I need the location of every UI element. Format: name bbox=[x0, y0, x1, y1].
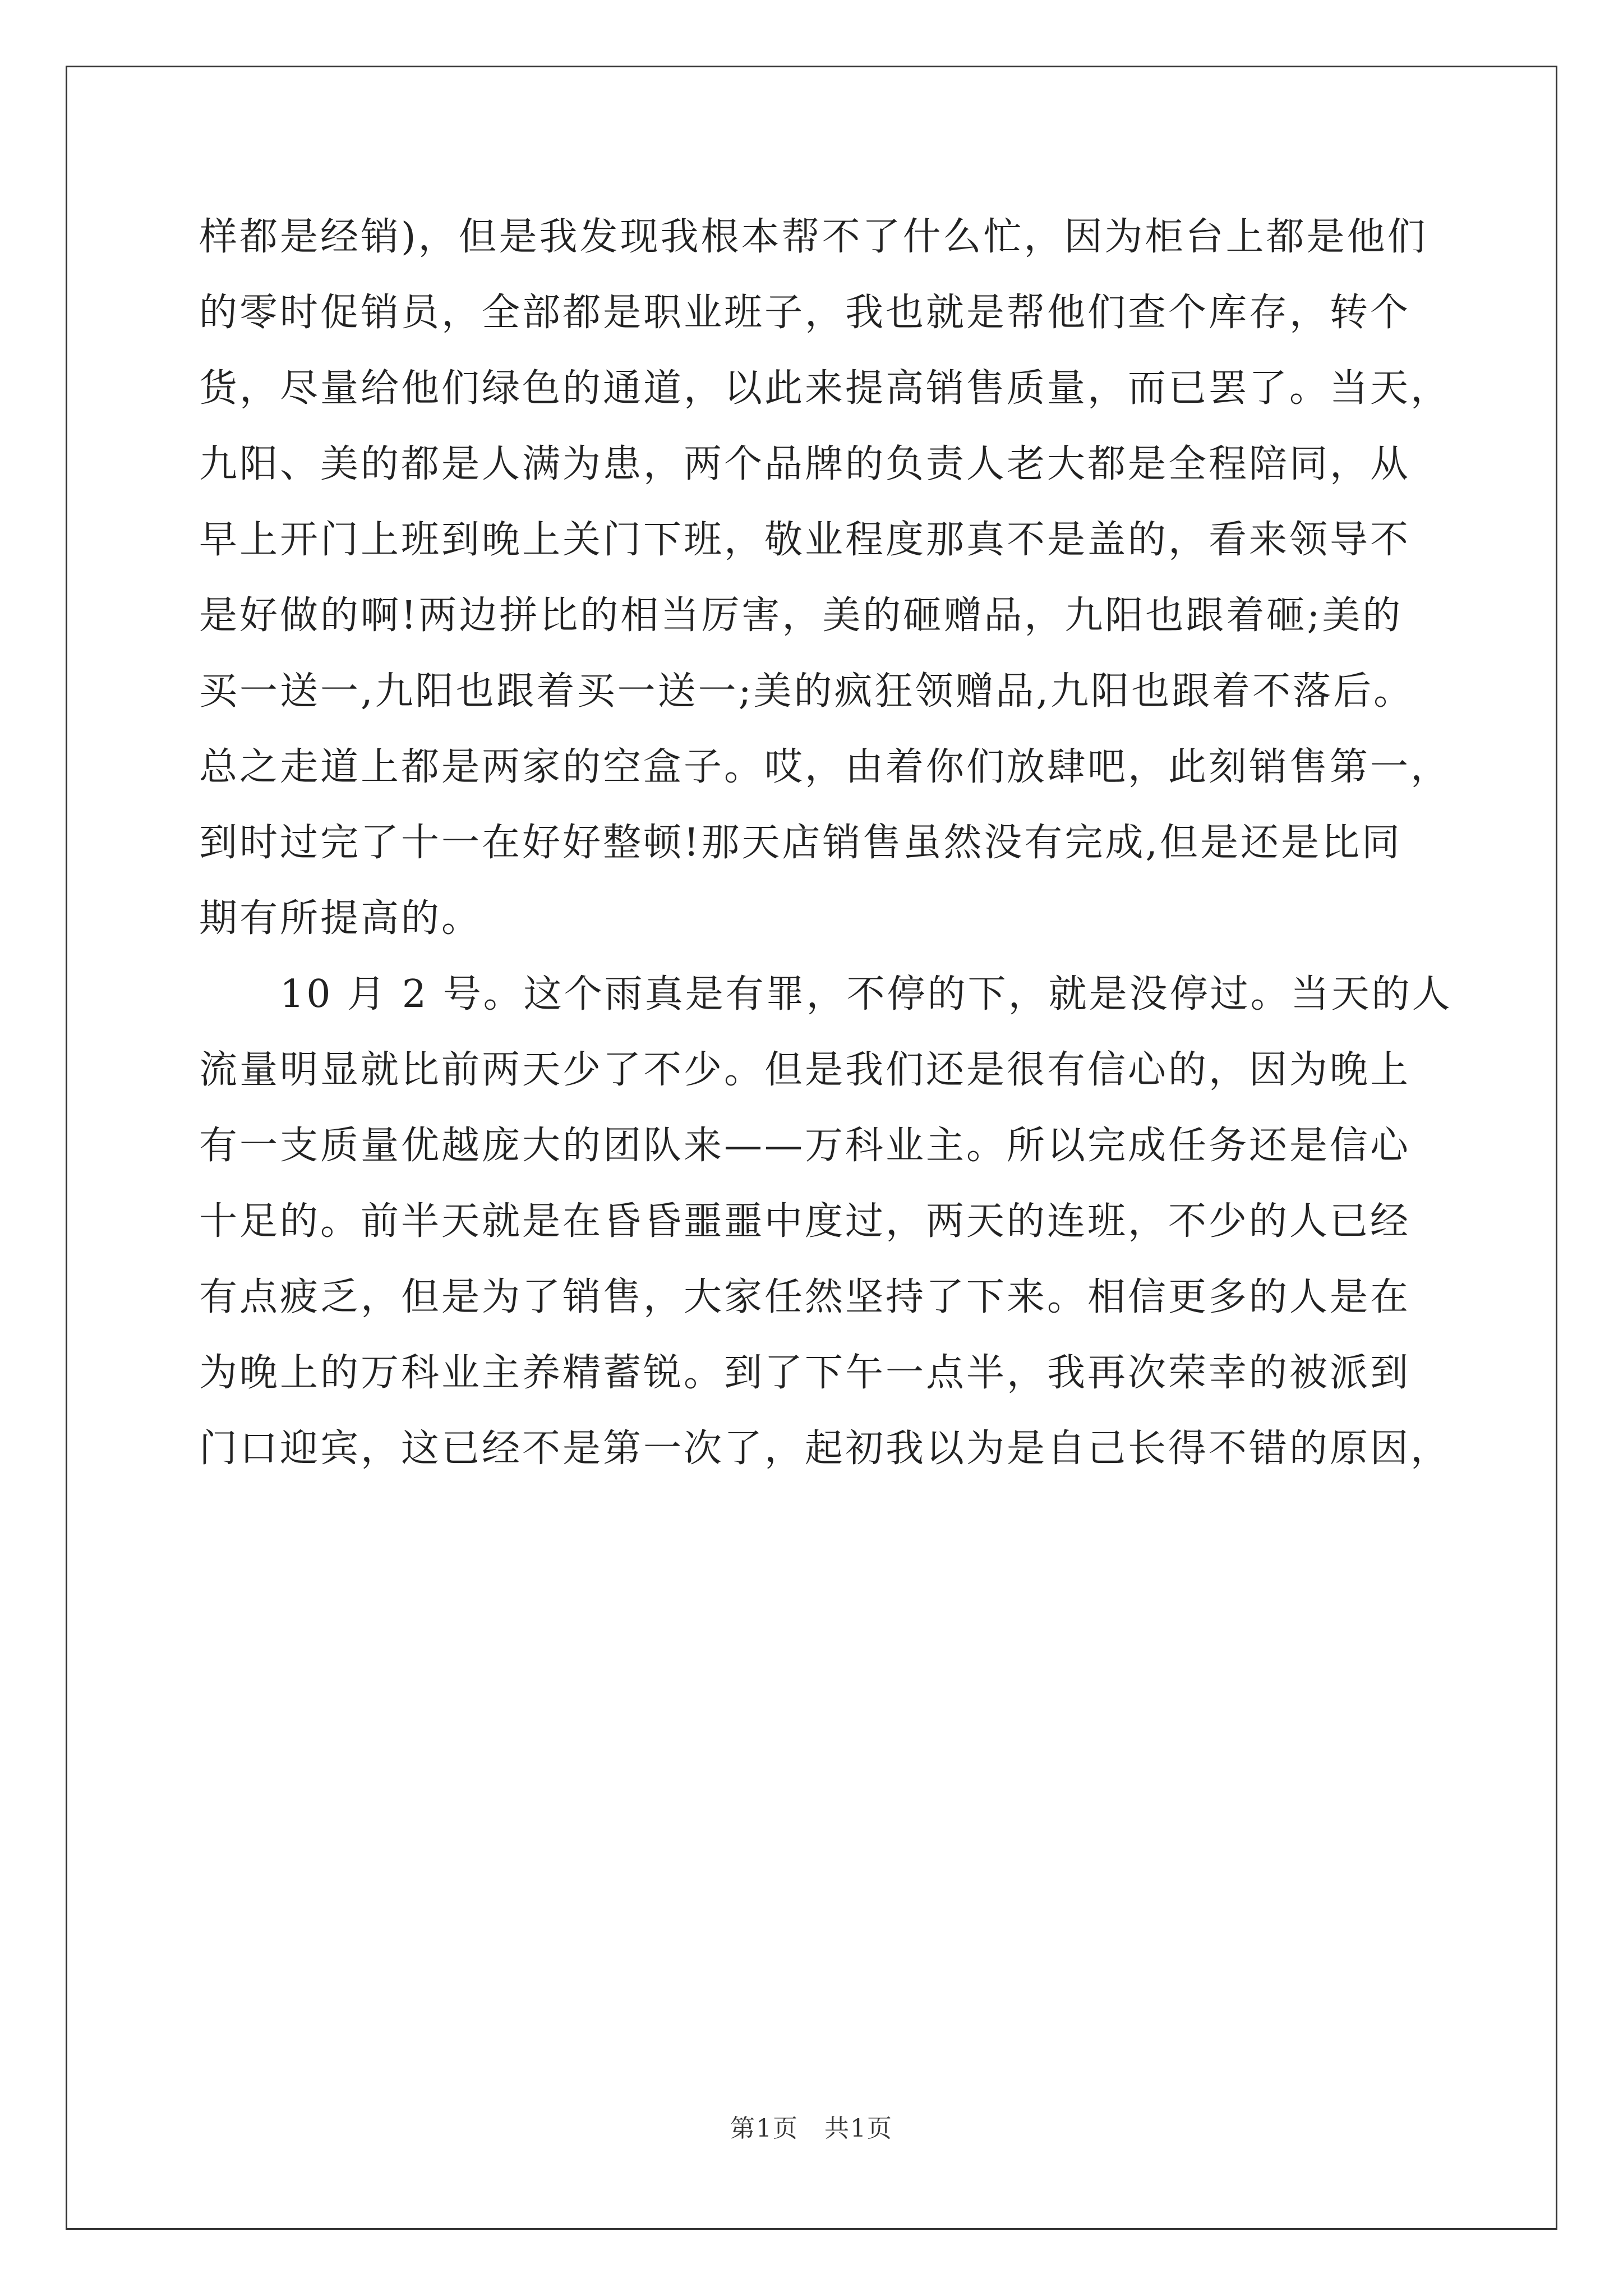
text-line: 到时过完了十一在好好整顿!那天店销售虽然没有完成,但是还是比同 bbox=[199, 821, 1402, 865]
text-line: 样都是经销)，但是我发现我根本帮不了什么忙，因为柜台上都是他们 bbox=[199, 215, 1428, 259]
text-line: 期有所提高的。 bbox=[199, 896, 482, 941]
text-line: 十足的。前半天就是在昏昏噩噩中度过，两天的连班，不少的人已经 bbox=[199, 1199, 1411, 1244]
text-line: 九阳、美的都是人满为患，两个品牌的负责人老大都是全程陪同，从 bbox=[199, 442, 1411, 486]
text-line: 总之走道上都是两家的空盒子。哎，由着你们放肆吧，此刻销售第一， bbox=[199, 745, 1451, 789]
text-line: 货，尽量给他们绿色的通道，以此来提高销售质量，而已罢了。当天， bbox=[199, 366, 1451, 411]
text-line: 早上开门上班到晚上关门下班，敬业程度那真不是盖的，看来领导不 bbox=[199, 518, 1411, 562]
page-footer: 第1页 共1页 bbox=[730, 2114, 893, 2143]
text-line: 流量明显就比前两天少了不少。但是我们还是很有信心的，因为晚上 bbox=[199, 1048, 1411, 1092]
text-line: 买一送一,九阳也跟着买一送一;美的疯狂领赠品,九阳也跟着不落后。 bbox=[199, 669, 1414, 714]
text-line: 10 月 2 号。这个雨真是有罪，不停的下，就是没停过。当天的人 bbox=[199, 972, 1453, 1016]
text-line: 是好做的啊!两边拼比的相当厉害，美的砸赠品，九阳也跟着砸;美的 bbox=[199, 593, 1403, 638]
text-line: 门口迎宾，这已经不是第一次了，起初我以为是自己长得不错的原因， bbox=[199, 1427, 1451, 1471]
text-line: 的零时促销员，全部都是职业班子，我也就是帮他们查个库存，转个 bbox=[199, 291, 1411, 335]
text-line: 有点疲乏，但是为了销售，大家任然坚持了下来。相信更多的人是在 bbox=[199, 1275, 1411, 1319]
document-body bbox=[199, 199, 1453, 1487]
text-line: 有一支质量优越庞大的团队来——万科业主。所以完成任务还是信心 bbox=[199, 1124, 1411, 1168]
text-line: 为晚上的万科业主养精蓄锐。到了下午一点半，我再次荣幸的被派到 bbox=[199, 1351, 1411, 1395]
